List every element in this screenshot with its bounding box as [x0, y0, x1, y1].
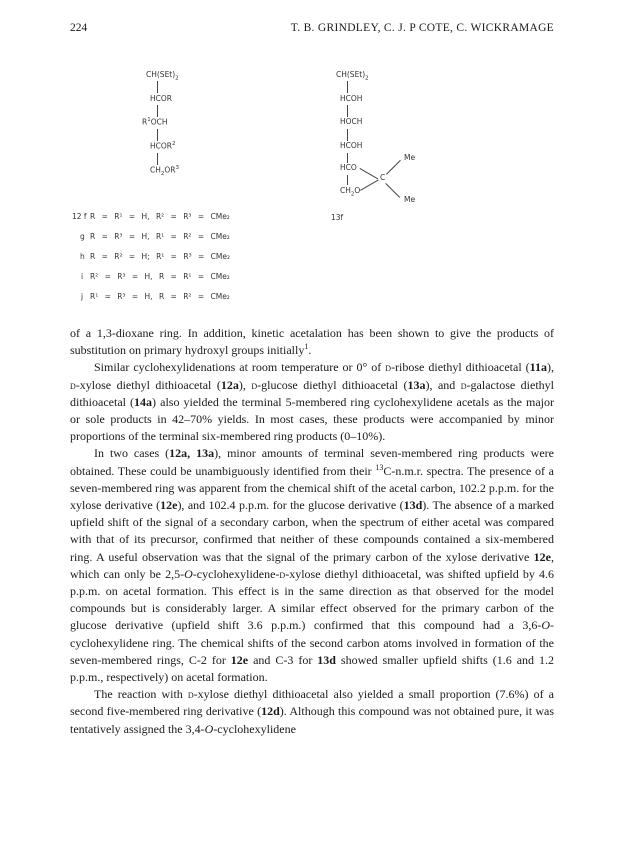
left-c3-label: $R^1OCH$ — [142, 117, 168, 127]
running-head: T. B. GRINDLEY, C. J. P COTE, C. WICKRAMAGE — [290, 22, 554, 34]
left-c4-label: HCOR$^2$ — [150, 141, 176, 151]
left-c1-label: $CH(SEt)_2$ — [146, 70, 179, 82]
left-c2-label: HCOR — [150, 94, 172, 103]
compound-id: j — [81, 292, 84, 301]
compound-ref: 12e — [230, 652, 249, 667]
bond-line — [157, 129, 158, 141]
ring-bond — [360, 180, 379, 191]
compound-formula: R² = R³ = H, R = R¹ = CMe₂ — [90, 272, 230, 281]
right-c6-label: $CH_2O$ — [340, 186, 361, 198]
bond-line — [157, 105, 158, 117]
right-c4-label: HCOH — [340, 141, 363, 150]
paragraph-3: In two cases (12a, 13a), minor amounts of terminal seven-membered ring products were obtained. These could be unambiguously identified from their $^{13}$C-n.m.r. spectra. The presence of a seven-membered ring was apparent from the chemical shift of the acetal carbon, 102.2 p.p.m. for the xylose derivative (12e), and 102.4 p.p.m. for the glucose derivative (13d). The absence of a marked upfield shift of the signal of a secondary carbon, when the spectrum of either acetal was compared with that of its precursor, confirmed that neither of these compounds contained a six-membered ring. A useful observation was that the signal of the primary carbon of the xylose derivative 12e, which can only be 2,5-O-cyclohexylidene-d-xylose diethyl dithioacetal, was shifted upfield by 4.6 p.p.m. on acetal formation. This effect is in the same direction as that observed for the model compounds but is considerably larger. A similar effect observed for the primary carbon of the glucose derivative (upfield shift 3.6 p.p.m.) confirmed that this compound had a 3,6-O-cyclohexylidene ring. The chemical shifts of the second carbon atoms involved in formation of the seven-membered rings, C-2 for 12e and C-3 for 13d showed smaller upfield shifts (1.6 and 1.2 p.p.m., respectively) on acetal formation. — [70, 446, 555, 685]
methyl-bond — [386, 160, 401, 175]
compound-formula: R¹ = R³ = H, R = R² = CMe₂ — [90, 292, 230, 301]
compound-ref: 11a — [529, 360, 547, 375]
compound-id: h — [80, 252, 85, 261]
ring-bond — [360, 168, 379, 179]
compound-formula: R = R³ = H, R¹ = R² = CMe₂ — [90, 232, 230, 241]
compound-ref: 13d — [317, 652, 336, 667]
compound-formula: R = R¹ = H, R² = R³ = CMe₂ — [90, 212, 230, 221]
bond-line — [157, 153, 158, 165]
right-c2-label: HCOH — [340, 94, 363, 103]
compound-ref: 12a — [220, 377, 239, 392]
bond-line — [347, 153, 348, 163]
compound-ref: 14a — [134, 394, 153, 409]
paragraph-1: of a 1,3-dioxane ring. In addition, kinetic acetalation has been shown to give the products of substitution on primary hydroxyl groups initially$^1$. — [70, 326, 554, 358]
bond-line — [347, 81, 348, 93]
paragraph-4: The reaction with d-xylose diethyl dithioacetal also yielded a small proportion (7.6%) of a second five-membered ring derivative (12d). Although this compound was not obtained pure, it was tentatively assigned the 3,4-O-cyclohexylidene — [70, 687, 554, 736]
right-c1-label: $CH(SEt)_2$ — [336, 70, 369, 82]
ring-carbon-label: C — [380, 173, 386, 182]
page-number: 224 — [70, 22, 88, 34]
page-header — [70, 22, 554, 40]
compound-ref: 12a, 13a — [169, 446, 215, 461]
compound-label-13f: 13f — [331, 213, 344, 222]
methyl-top-label: Me — [404, 153, 416, 162]
compound-ref: 12d — [261, 704, 280, 719]
methyl-bond — [385, 183, 400, 198]
compound-ref: 12e — [533, 549, 551, 564]
bond-line — [347, 105, 348, 117]
compound-ref: 12e — [160, 498, 178, 513]
right-c3-label: HOCH — [340, 117, 363, 126]
bond-line — [347, 175, 348, 185]
compound-ref: 13a — [407, 377, 426, 392]
right-c5-label: HCO — [340, 163, 357, 172]
paragraph-2: Similar cyclohexylidenations at room temperature or 0° of d-ribose diethyl dithioacetal (11a), d-xylose diethyl dithioacetal (12a), d-glucose diethyl dithioacetal (13a), and d-galactose diethyl dithioacetal (14a) also yielded the terminal 5-membered ring cyclohexylidene acetals as the major or sole products in 42–70% yields. In most cases, these products were accompanied by minor proportions of the terminal six-membered ring products (0–10%). — [70, 360, 555, 444]
left-c5-label: $CH_2OR^3$ — [150, 165, 180, 177]
body-text — [70, 325, 554, 738]
compound-formula: R = R² = H; R¹ = R³ = CMe₂ — [90, 252, 230, 261]
methyl-bottom-label: Me — [404, 195, 416, 204]
compound-id: i — [81, 272, 84, 281]
compound-ref: 13d — [403, 498, 423, 513]
compound-id: 12 f — [72, 212, 87, 221]
chemical-structures-figure — [70, 70, 554, 322]
bond-line — [347, 129, 348, 141]
compound-id: g — [80, 232, 85, 241]
bond-line — [157, 81, 158, 93]
